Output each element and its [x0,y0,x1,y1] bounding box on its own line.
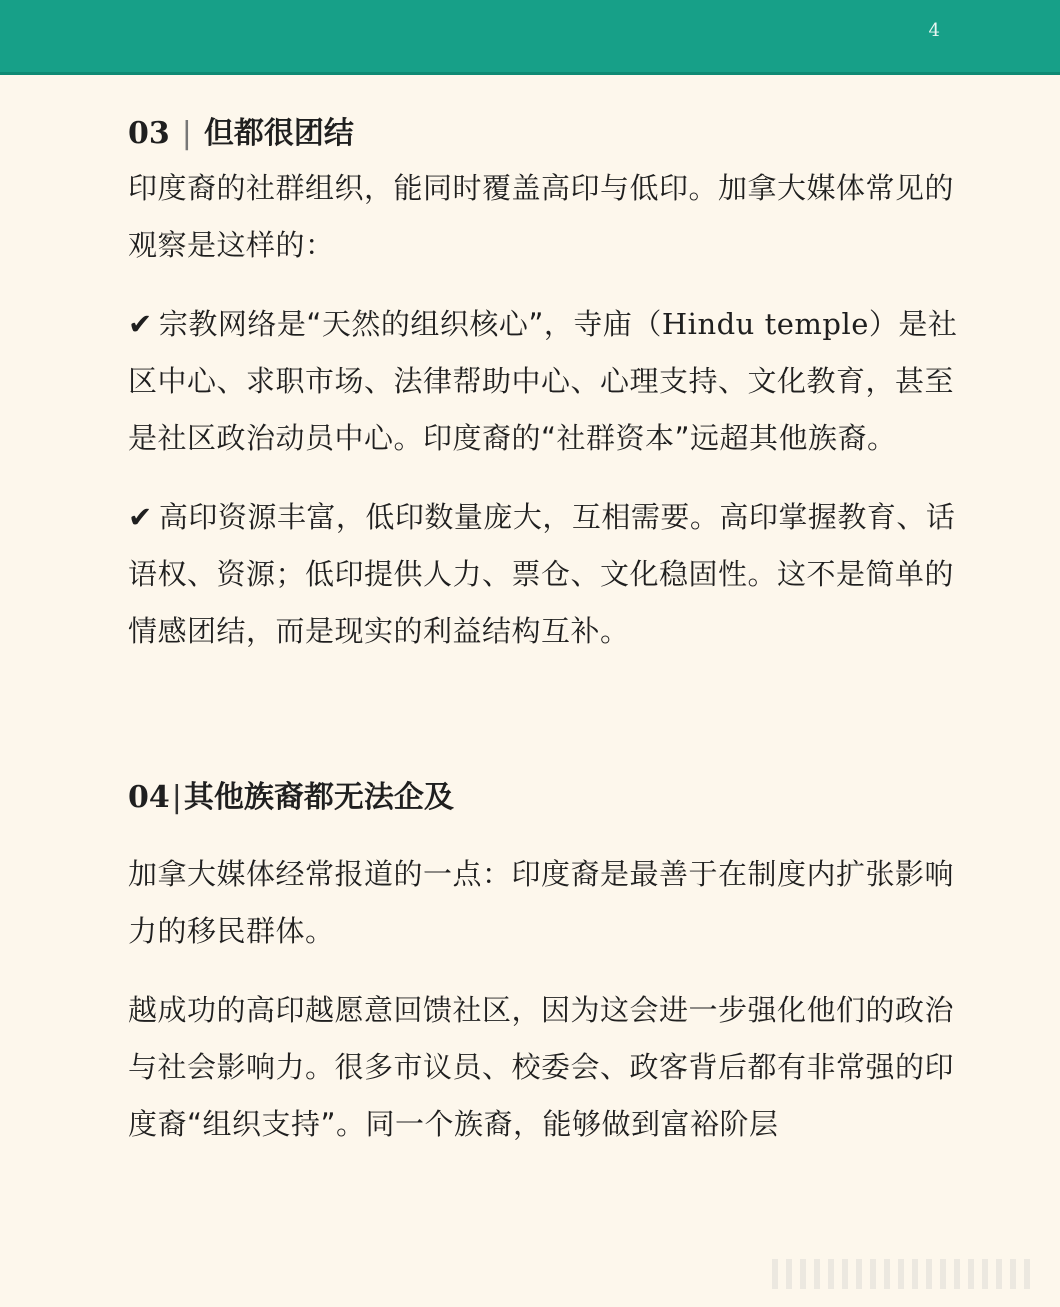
point-resource-complement [128,489,958,660]
heading-separator: | [171,780,182,815]
watermark [772,1259,1032,1289]
header-band [0,0,1060,75]
section-number: 04 [128,780,170,815]
section-title: 其他族裔都无法企及 [183,780,454,815]
point2-text: 高印资源丰富，低印数量庞大，互相需要。高印掌握教育、话语权、资源；低印提供人力、票仓、文化稳固性。这不是简单的情感团结，而是现实的利益结构互补。 [128,500,956,648]
section-number: 03 [128,116,170,151]
article-body [128,108,958,1153]
section2-paragraph-2: 越成功的高印越愿意回馈社区，因为这会进一步强化他们的政治与社会影响力。很多市议员、校委会、政客背后都有非常强的印度裔“组织支持”。同一个族裔，能够做到富裕阶层 [128,993,955,1141]
section-heading-04 [128,772,958,824]
point-religious-network [128,296,958,467]
section2-paragraph-1: 加拿大媒体经常报道的一点：印度裔是最善于在制度内扩张影响力的移民群体。 [128,857,955,948]
section-title: 但都很团结 [203,116,354,151]
section-heading-03 [128,108,958,160]
checkmark-icon: ✔ [128,500,153,534]
section1-intro: 印度裔的社群组织，能同时覆盖高印与低印。加拿大媒体常见的观察是这样的： [128,171,955,262]
point1-text-pre: 宗教网络是“天然的组织核心”，寺庙（ [158,307,662,341]
point1-english-term: Hindu temple [661,307,869,341]
point1-text-post: ）是社区中心、求职市场、法律帮助中心、心理支持、文化教育，甚至是社区政治动员中心。印度裔的“社群资本”远超其他族裔。 [128,307,958,455]
checkmark-icon: ✔ [128,307,153,341]
page-number: 4 [928,20,940,41]
heading-separator: | [181,116,192,151]
